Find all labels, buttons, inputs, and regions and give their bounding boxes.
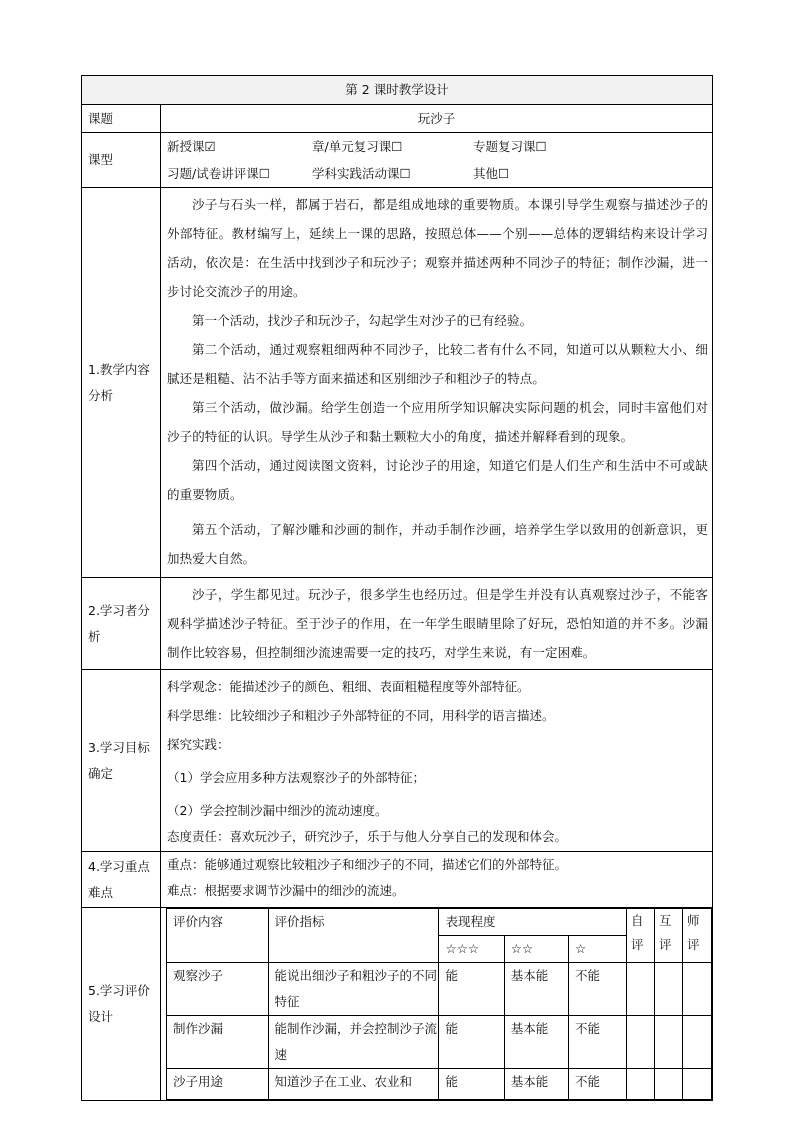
eval-level-1: 能 [439,1069,504,1100]
course-type-options [161,133,713,188]
course-type-row [82,133,713,188]
eval-level-3: 不能 [568,1069,626,1100]
eval-peer-cell[interactable] [654,963,682,1016]
level-three-stars: ☆☆☆ [439,936,504,963]
eval-indicator: 知道沙子在工业、农业和 [268,1069,439,1100]
doc-title: 第 2 课时教学设计 [82,76,713,105]
eval-row-uses [167,1069,712,1100]
objective-line: 科学思维：比较细沙子和粗沙子外部特征的不同，用科学的语言描述。 [167,708,555,723]
title-row [82,76,713,105]
option-other[interactable]: 其他☐ [473,166,510,181]
key-point: 重点：能够通过观察比较粗沙子和细沙子的不同，描述它们的外部特征。 [167,857,568,872]
course-type-label: 课型 [82,133,161,188]
evaluation-label: 5.学习评价设计 [82,908,161,1101]
content-paragraph: 第三个活动，做沙漏。给学生创造一个应用所学知识解决实际问题的机会，同时丰富他们对沙子的特征的认识。导学生从沙子和黏土颗粒大小的角度，描述并解释看到的现象。 [167,400,708,444]
eval-teacher-cell[interactable] [682,1016,711,1069]
content-analysis-row [82,188,713,578]
content-paragraph: 第四个活动，通过阅读图文资料，讨论沙子的用途，知道它们是人们生产和生活中不可或缺的重要物质。 [167,458,708,502]
option-new-lesson[interactable]: 新授课☑ [167,139,216,154]
eval-content: 观察沙子 [167,963,269,1016]
eval-teacher-cell[interactable] [682,963,711,1016]
learner-analysis-label: 2.学习者分析 [82,578,161,670]
lesson-row [82,105,713,133]
eval-teacher-cell[interactable] [682,1069,711,1100]
evaluation-row [82,908,713,1101]
lesson-plan-document [81,75,712,1101]
objective-line: 态度责任：喜欢玩沙子，研究沙子，乐于与他人分享自己的发现和体会。 [167,829,568,844]
objectives-body [161,670,713,852]
objective-line: （1）学会应用多种方法观察沙子的外部特征； [167,770,425,785]
eval-peer-cell[interactable] [654,1016,682,1069]
difficulty-point: 难点：根据要求调节沙漏中的细沙的流速。 [167,883,405,898]
evaluation-cell [161,908,713,1101]
level-one-star: ☆ [568,936,626,963]
objective-line: （2）学会控制沙漏中细沙的流动速度。 [167,803,388,818]
eval-row-observe [167,963,712,1016]
eval-header-performance: 表现程度 [439,909,627,936]
course-type-row-2 [161,160,712,187]
lesson-value: 玩沙子 [161,105,713,133]
option-practice-activity[interactable]: 学科实践活动课☐ [312,166,411,181]
eval-row-hourglass [167,1016,712,1069]
eval-header-indicator: 评价指标 [268,909,439,963]
option-exercise-review[interactable]: 习题/试卷讲评课☐ [167,166,270,181]
key-points-label: 4.学习重点难点 [82,852,161,908]
eval-header-teacher: 师评 [682,909,711,963]
eval-level-2: 基本能 [504,1069,568,1100]
eval-level-1: 能 [439,1016,504,1069]
eval-level-1: 能 [439,963,504,1016]
objectives-label: 3.学习目标确定 [82,670,161,852]
objectives-row [82,670,713,852]
content-analysis-label: 1.教学内容分析 [82,188,161,578]
objective-line: 科学观念：能描述沙子的颜色、粗细、表面粗糙程度等外部特征。 [167,679,530,694]
content-paragraph: 沙子与石头一样，都属于岩石，都是组成地球的重要物质。本课引导学生观察与描述沙子的外部特征。教材编写上，延续上一课的思路，按照总体——个别——总体的逻辑结构来设计学习活动，依次是：在生活中找到沙子和玩沙子；观察并描述两种不同沙子的特征；制作沙漏，进一步讨论交流沙子的用途。 [167,197,708,299]
content-paragraph: 第五个活动，了解沙雕和沙画的制作，并动手制作沙画，培养学生学以致用的创新意识，更加热爱大自然。 [167,522,708,566]
level-two-stars: ☆☆ [504,936,568,963]
eval-header-row [167,909,712,936]
learner-analysis-row [82,578,713,670]
eval-level-3: 不能 [568,963,626,1016]
eval-content: 沙子用途 [167,1069,269,1100]
learner-paragraph: 沙子，学生都见过。玩沙子，很多学生也经历过。但是学生并没有认真观察过沙子，不能客观科学描述沙子特征。至于沙子的作用，在一年学生眼睛里除了好玩，恐怕知道的并不多。沙漏制作比较容易，但控制细沙流速需要一定的技巧，对学生来说，有一定困难。 [167,587,708,660]
eval-header-self: 自评 [627,909,655,963]
eval-self-cell[interactable] [627,963,655,1016]
eval-level-3: 不能 [568,1016,626,1069]
option-topic-review[interactable]: 专题复习课☐ [473,139,547,154]
key-points-row [82,852,713,908]
course-type-row-1 [161,133,712,160]
content-analysis-body [161,188,713,578]
lesson-label: 课题 [82,105,161,133]
eval-self-cell[interactable] [627,1069,655,1100]
eval-indicator: 能制作沙漏，并会控制沙子流速 [268,1016,439,1069]
objective-line: 探究实践： [167,737,230,752]
learner-analysis-body [161,578,713,670]
eval-self-cell[interactable] [627,1016,655,1069]
evaluation-table [166,908,712,1100]
option-unit-review[interactable]: 章/单元复习课☐ [312,139,403,154]
content-paragraph: 第一个活动，找沙子和玩沙子，勾起学生对沙子的已有经验。 [192,313,533,328]
eval-level-2: 基本能 [504,1016,568,1069]
eval-content: 制作沙漏 [167,1016,269,1069]
eval-peer-cell[interactable] [654,1069,682,1100]
eval-header-content: 评价内容 [167,909,269,963]
eval-indicator: 能说出细沙子和粗沙子的不同特征 [268,963,439,1016]
eval-level-2: 基本能 [504,963,568,1016]
eval-header-peer: 互评 [654,909,682,963]
key-points-body [161,852,713,908]
content-paragraph: 第二个活动，通过观察粗细两种不同沙子，比较二者有什么不同，知道可以从颗粒大小、细腻还是粗糙、沾不沾手等方面来描述和区别细沙子和粗沙子的特点。 [167,342,708,386]
lesson-plan-table [81,75,713,1101]
